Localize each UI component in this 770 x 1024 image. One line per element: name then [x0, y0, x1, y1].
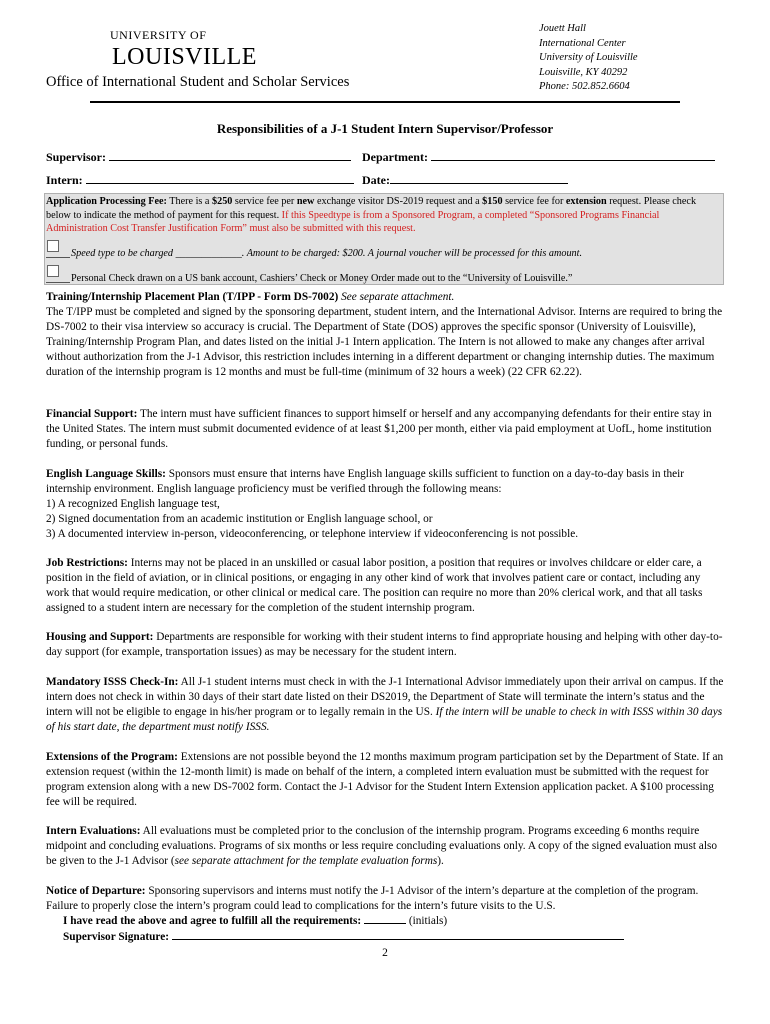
initials-label: (initials): [408, 915, 448, 927]
speedtype-option-label: Speed type to be charged _____________. Amount to be charged: $200. A journal voucher will be processed for this amount.: [71, 248, 583, 259]
university-name: LOUISVILLE: [112, 44, 257, 70]
section-body: All evaluations must be completed prior to the conclusion of the internship program. Programs exceeding 6 months require midpoint and concluding evaluations. Programs of six months or less require concluding evaluations only. A copy of the signed evaluation must also be given to the J-1 Advisor (: [46, 825, 718, 867]
tipp-section: [46, 290, 726, 379]
initials-blank[interactable]: [364, 913, 406, 924]
section-heading: Job Restrictions:: [46, 557, 128, 569]
address-line: Louisville, KY 40292: [539, 66, 628, 78]
departure-section: [46, 884, 726, 914]
fee-text: There is a: [166, 196, 212, 207]
section-body: Sponsoring supervisors and interns must notify the J-1 Advisor of the intern’s departure at the completion of the program. Failure to properly close the intern’s program could lead to complications for the intern’s future visits to the U.S.: [46, 885, 699, 912]
section-body: The intern must have sufficient finances to support himself or herself and any accompanying defendants for their entire stay in the United States. The intern must submit documented evidence of at least $1,200 per month, either via paid employment at UofL, home institution funding, or personal funds.: [46, 408, 712, 450]
section-heading: Housing and Support:: [46, 631, 154, 643]
fee-text: request. Please check below to indicate the method of payment for this request.: [46, 196, 697, 221]
job-restrictions-section: [46, 556, 726, 616]
page-title: Responsibilities of a J-1 Student Intern Supervisor/Professor: [216, 121, 554, 136]
address-line: Phone: 502.852.6604: [539, 81, 630, 92]
section-heading: Training/Internship Placement Plan (T/IPP - Form DS-7002): [46, 291, 339, 303]
isss-checkin-section: [46, 675, 726, 735]
agreement-text: I have read the above and agree to fulfill all the requirements:: [63, 915, 362, 927]
fee-text: exchange visitor DS-2019 request and a: [314, 196, 483, 207]
section-body: Sponsors must ensure that interns have English language skills sufficient to function on a day-to-day basis in their internship environment. English language proficiency must be verified through the following means:: [46, 468, 685, 495]
signature-blank[interactable]: [172, 929, 624, 940]
sponsored-program-note: If this Speedtype is from a Sponsored Program, a completed “Sponsored Programs Financial Administration Cost Transfer Justification Form” must also be submitted with this request.: [46, 209, 660, 234]
agreement-line[interactable]: [63, 913, 447, 927]
section-heading: Financial Support:: [46, 408, 138, 420]
evaluations-section: [46, 824, 726, 869]
personal-check-option-label: Personal Check drawn on a US bank account, Cashiers’ Check or Money Order made out to the “University of Louisville.”: [71, 273, 573, 284]
section-body: ).: [437, 854, 444, 867]
office-name: Office of International Student and Scholar Services: [46, 74, 350, 90]
fee-text: service fee for: [502, 196, 566, 207]
list-item: 1) A recognized English language test,: [46, 497, 220, 510]
housing-section: [46, 630, 726, 660]
supervisor-field[interactable]: [46, 149, 351, 165]
department-label: Department:: [362, 150, 428, 164]
section-body: The T/IPP must be completed and signed by the sponsoring department, student intern, and the International Advisor. Interns are required to bring the DS-7002 to their visa interview so accuracy is crucial. The Department of State (DOS) approves the specific sponsor (University of Louisville), Training/Internship Program Plan, and dates listed on the initial J-1 Intern application. The Intern is not allowed to make any changes after arrival without authorization from the J-1 Advisor, this restriction includes interning in a different department or changing internship duties. The maximum duration of the internship program is 12 months and must be full-time (minimum of 32 hours a week) (22 CFR 62.22).: [46, 305, 723, 378]
checkbox-underline: [46, 282, 70, 283]
page-number: 2: [382, 947, 388, 959]
fee-extension-word: extension: [565, 196, 607, 207]
personal-check-checkbox[interactable]: [47, 265, 59, 277]
list-item: 3) A documented interview in-person, videoconferencing, or telephone interview if videoconferencing is not possible.: [46, 527, 579, 540]
signature-line[interactable]: [63, 929, 624, 943]
isss-italic-note: If the intern will be unable to check in with ISSS within 30 days of his start date, the department must notify ISSS.: [46, 705, 723, 733]
address-line: Jouett Hall: [539, 23, 586, 34]
intern-field[interactable]: [46, 172, 354, 188]
section-heading: Mandatory ISSS Check-In:: [46, 676, 179, 688]
english-section: [46, 467, 726, 542]
fee-amount-extension: $150: [482, 196, 503, 207]
section-body: All J-1 student interns must check in with the J-1 International Advisor immediately upon their arrival on campus. If the intern does not check in within 30 days of their start date listed on their DS2019, the Department of State will terminate the intern’s status and the intern will not be eligible to engage in his/her program or to legally remain in the US.: [46, 676, 724, 718]
section-heading: Notice of Departure:: [46, 885, 146, 897]
section-heading: Intern Evaluations:: [46, 825, 141, 837]
fee-new-word: new: [296, 196, 315, 207]
fee-label: Application Processing Fee:: [46, 196, 167, 207]
supervisor-label: Supervisor:: [46, 150, 106, 164]
department-blank[interactable]: [431, 149, 715, 161]
section-heading: Extensions of the Program:: [46, 751, 178, 763]
signature-label: Supervisor Signature:: [63, 931, 169, 943]
financial-section: [46, 407, 726, 452]
address-line: University of Louisville: [539, 52, 638, 63]
section-body: Extensions are not possible beyond the 12 months maximum program participation set by the Department of State. If an extension request (within the 12-month limit) is made on behalf of the intern, a completed intern evaluation must be submitted with the request for program extension along with a new DS-7002 form. Contact the J-1 Advisor for the Student Intern Extension application packet. A $100 processing fee will be required.: [46, 751, 724, 808]
date-label: Date:: [362, 173, 390, 187]
intern-label: Intern:: [46, 173, 83, 187]
evaluation-attachment-note: see separate attachment for the template evaluation forms: [174, 854, 438, 867]
fee-description: [46, 195, 722, 236]
header-divider: [90, 101, 680, 103]
list-item: 2) Signed documentation from an academic institution or English language school, or: [46, 512, 433, 525]
intern-blank[interactable]: [86, 172, 354, 184]
fee-text: service fee per: [232, 196, 297, 207]
section-body: Departments are responsible for working with their student interns to find appropriate housing and helping with other day-to-day support (for example, transportation issues) as may be necessary for the student intern.: [46, 631, 723, 658]
address-block: [539, 22, 638, 95]
extensions-section: [46, 750, 726, 810]
date-field[interactable]: [362, 172, 568, 188]
address-line: International Center: [539, 37, 626, 49]
university-of-label: UNIVERSITY OF: [110, 28, 207, 42]
department-field[interactable]: [362, 149, 715, 165]
section-body: Interns may not be placed in an unskilled or casual labor position, a position that requires or involves childcare or elder care, a position in the field of aviation, or in clinical positions, or engaging in any other kind of work that involves patient care or contact, including any work that would require medication, or other clinical or medical care. The position can require no more than 20% clerical work, and that all tasks assigned to a student intern are necessary for the completion of the student internship program.: [46, 557, 703, 614]
fee-amount-new: $250: [212, 196, 233, 207]
speedtype-checkbox[interactable]: [47, 240, 59, 252]
supervisor-blank[interactable]: [109, 149, 351, 161]
tipp-see-attachment: See separate attachment.: [338, 291, 455, 303]
section-heading: English Language Skills:: [46, 468, 166, 480]
checkbox-underline: [46, 257, 70, 258]
date-blank[interactable]: [390, 172, 568, 184]
